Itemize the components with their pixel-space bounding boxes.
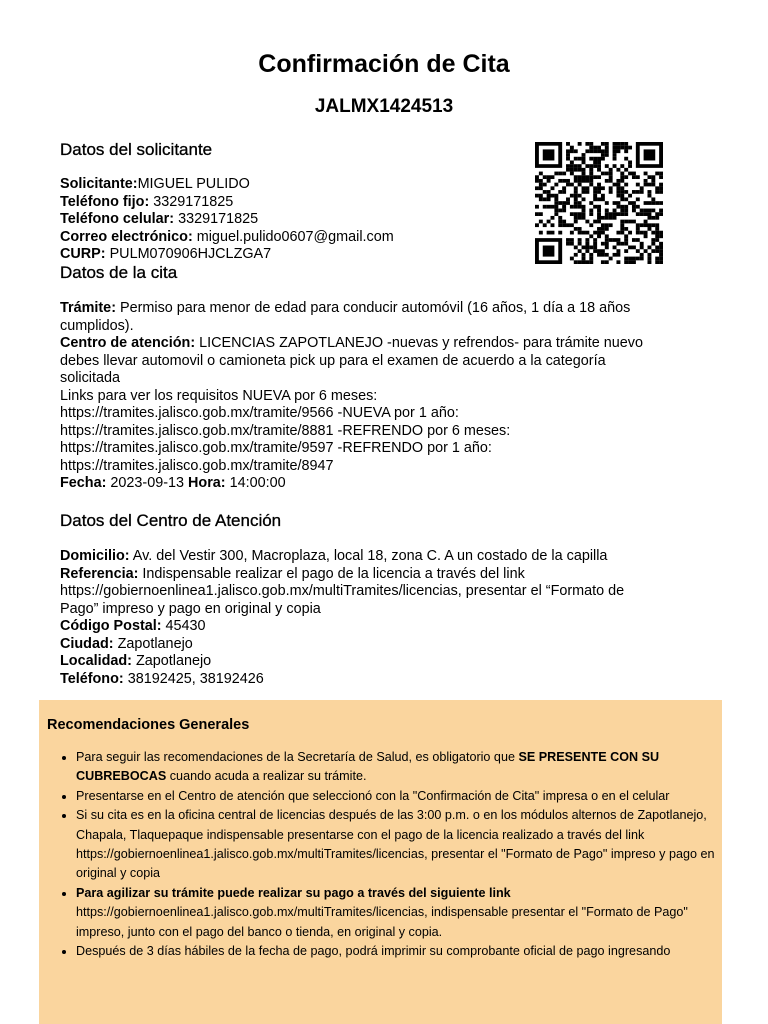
- phone-value: 38192425, 38192426: [127, 670, 264, 687]
- center-label: Centro de atención:: [60, 335, 196, 351]
- reference-label: Referencia:: [60, 565, 139, 582]
- applicant-heading: Datos del solicitante: [60, 140, 213, 159]
- curp-label: CURP:: [60, 246, 106, 262]
- email-value: miguel.pulido0607@gmail.com: [196, 228, 394, 245]
- phone-label: Teléfono:: [60, 670, 124, 687]
- links-line-4: https://tramites.jalisco.gob.mx/tramite/9597 -REFRENDO por 1 año:: [60, 440, 492, 456]
- reference-row: [60, 566, 720, 584]
- recommendation-4-emphasis: Para agilizar su trámite puede realizar su pago a través del siguiente link: [76, 885, 511, 900]
- recommendation-item: • Después de 3 días hábiles de la fecha de pago, podrá imprimir su comprobante oficial de pago ingresando: [76, 942, 718, 961]
- recommendation-1-emphasis: SE PRESENTE CON SU CUBREBOCAS: [76, 750, 660, 784]
- recommendation-item: • Si su cita es en la oficina central de licencias después de las 3:00 p.m. o en los módulos alternos de Zapotlanejo, Chapala, Tlaquepaque indispensable presentarse con el pago de la licencia realizado a través del link https://gobiernoenlinea1.jalisco.gob.mx/multiTramites/licencias, presentar el "Formato de Pago" impreso y pago en original y copia: [76, 806, 718, 884]
- recommendation-4-text: https://gobiernoenlinea1.jalisco.gob.mx/multiTramites/licencias, indispensable presentar el "Formato de Pago" impreso, junto con el pago del banco o tienda, en original y copia.: [76, 905, 688, 939]
- email-label: Correo electrónico:: [60, 228, 193, 245]
- links-line-3: https://tramites.jalisco.gob.mx/tramite/8881 -REFRENDO por 6 meses:: [60, 422, 511, 439]
- landline-value: 3329171825: [153, 193, 234, 210]
- address-label: Domicilio:: [60, 548, 130, 564]
- applicant-name: MIGUEL PULIDO: [137, 176, 250, 192]
- recommendations-heading: Recomendaciones Generales: [47, 717, 250, 733]
- locality-value: Zapotlanejo: [135, 653, 212, 669]
- center-row: [60, 335, 720, 353]
- appointment-heading: Datos de la cita: [60, 263, 178, 282]
- links-line-5: https://tramites.jalisco.gob.mx/tramite/8947: [60, 457, 334, 474]
- recommendation-item: [76, 748, 718, 787]
- appointment-folio: JALMX1424513: [314, 96, 454, 117]
- mobile-label: Teléfono celular:: [60, 211, 175, 227]
- city-row: [60, 636, 720, 654]
- center-line-2: debes llevar automovil o camioneta pick up para el examen de acuerdo a la categoría: [60, 352, 606, 369]
- links-line-1: Links para ver los requisitos NUEVA por 6 meses:: [60, 387, 378, 404]
- links-line-2: https://tramites.jalisco.gob.mx/tramite/9566 -NUEVA por 1 año:: [60, 405, 459, 421]
- procedure-label: Trámite:: [60, 300, 116, 316]
- recommendation-1-text: Para seguir las recomendaciones de la Secretaría de Salud, es obligatorio que: [76, 750, 519, 764]
- recommendation-item: • Presentarse en el Centro de atención que seleccionó con la "Confirmación de Cita" impresa o en el celular: [76, 787, 718, 806]
- locality-row: [60, 653, 720, 671]
- recommendations-panel: [39, 700, 722, 1024]
- time-value: 14:00:00: [229, 475, 286, 491]
- date-label: Fecha:: [60, 475, 107, 491]
- phone-row: [60, 671, 720, 689]
- procedure-line-2: cumplidos).: [60, 317, 134, 334]
- center-line-3: solicitada: [60, 370, 120, 386]
- appointment-details: [60, 300, 720, 493]
- recommendations-list: [39, 748, 718, 961]
- postal-code-label: Código Postal:: [60, 618, 162, 634]
- landline-label: Teléfono fijo:: [60, 193, 150, 210]
- time-label: Hora:: [188, 475, 226, 491]
- reference-line-2: https://gobiernoenlinea1.jalisco.gob.mx/multiTramites/licencias, presentar el “Formato de: [60, 583, 625, 599]
- address-value: Av. del Vestir 300, Macroplaza, local 18, zona C. A un costado de la capilla: [132, 548, 608, 564]
- recommendation-1-tail: cuando acuda a realizar su trámite.: [166, 769, 367, 784]
- city-value: Zapotlanejo: [117, 635, 193, 652]
- date-time-row: [60, 475, 720, 493]
- address-row: [60, 548, 720, 566]
- qr-code: [535, 142, 663, 264]
- date-value: 2023-09-13: [110, 475, 185, 491]
- center-heading: Datos del Centro de Atención: [60, 511, 282, 530]
- reference-line-3: Pago” impreso y pago en original y copia: [60, 600, 321, 617]
- page-title: Confirmación de Cita: [258, 50, 510, 78]
- postal-code-row: [60, 618, 720, 636]
- city-label: Ciudad:: [60, 635, 114, 652]
- reference-line-1: Indispensable realizar el pago de la licencia a través del link: [142, 565, 525, 582]
- mobile-value: 3329171825: [178, 211, 259, 227]
- procedure-line-1: Permiso para menor de edad para conducir automóvil (16 años, 1 día a 18 años: [119, 300, 631, 316]
- curp-value: PULM070906HJCLZGA7: [109, 246, 272, 262]
- applicant-name-label: Solicitante:: [60, 176, 138, 192]
- recommendation-item: [76, 884, 718, 942]
- procedure-row: [60, 300, 720, 318]
- locality-label: Localidad:: [60, 653, 132, 669]
- center-details: [60, 548, 720, 688]
- postal-code-value: 45430: [165, 618, 206, 634]
- center-line-1: LICENCIAS ZAPOTLANEJO -nuevas y refrendos- para trámite nuevo: [199, 335, 644, 351]
